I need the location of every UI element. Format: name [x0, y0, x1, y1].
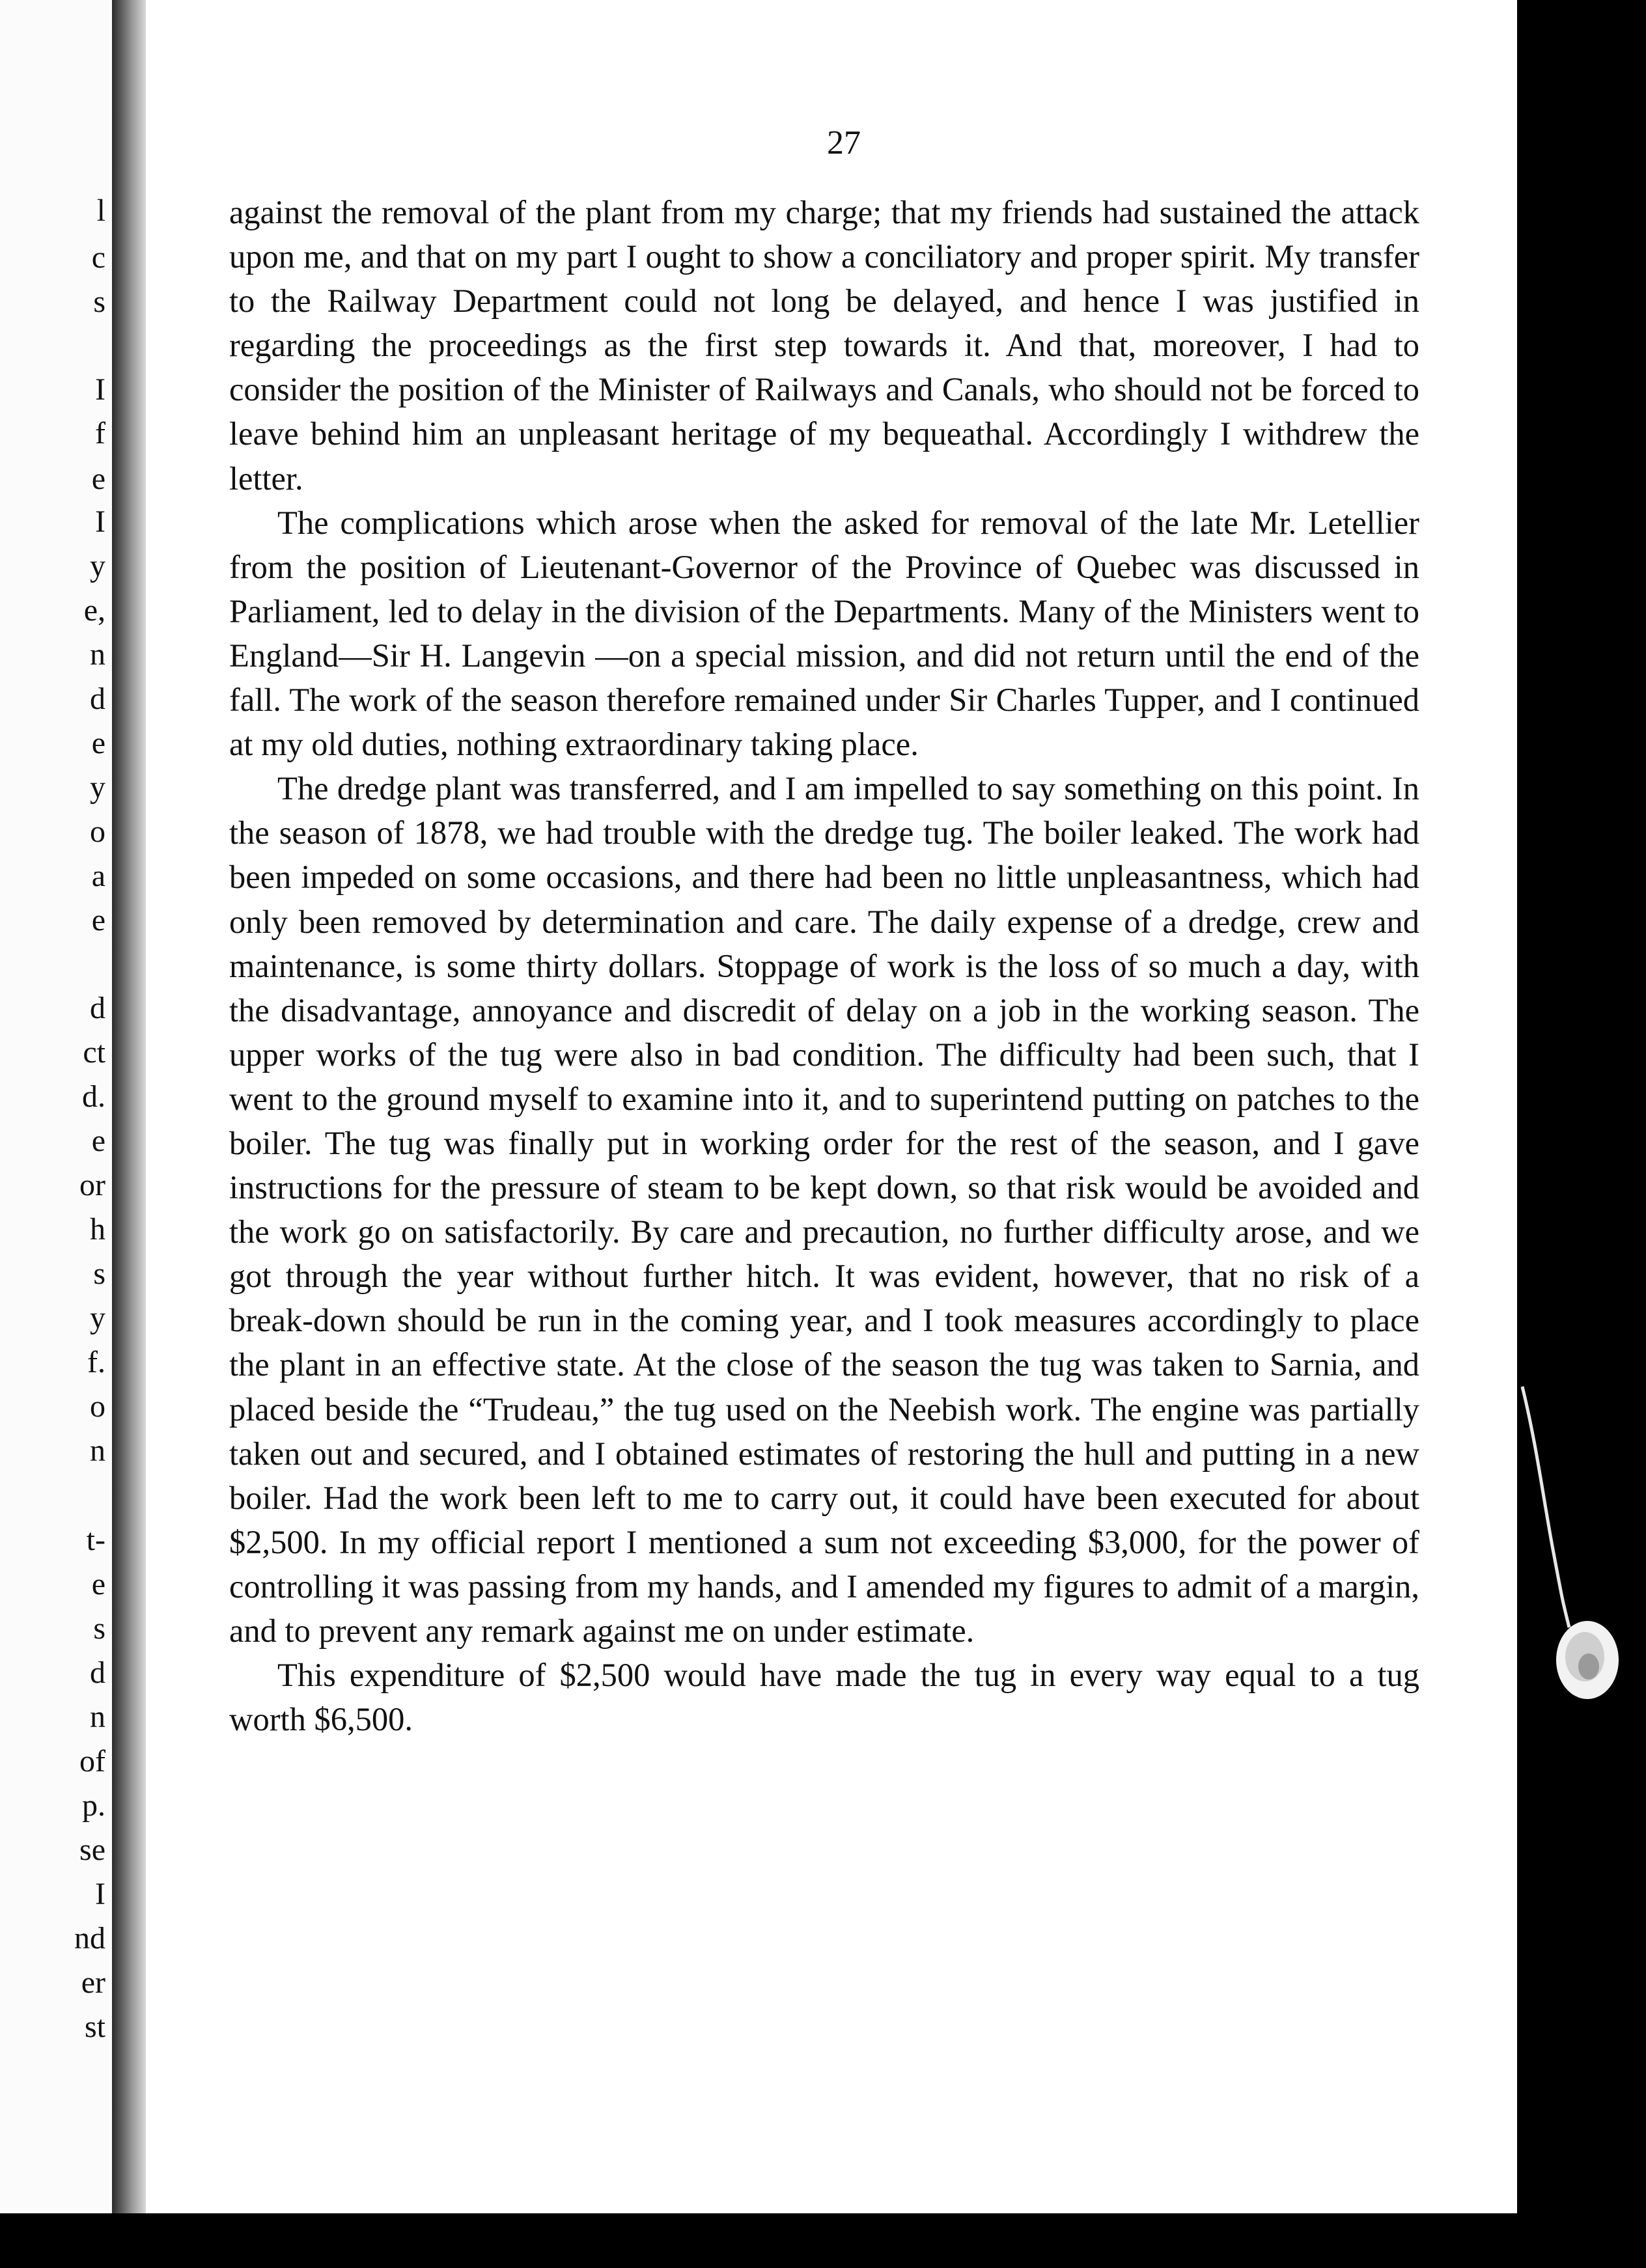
facing-page-fragment: o	[90, 814, 105, 849]
facing-page-fragment: st	[84, 2010, 105, 2044]
facing-page-fragment: s	[93, 1256, 105, 1291]
facing-page-fragment: nd	[74, 1921, 105, 1956]
facing-page-fragment: p.	[82, 1788, 105, 1823]
facing-page-fragment: h	[90, 1212, 105, 1247]
facing-page-fragment: I	[95, 372, 105, 407]
bottom-background	[0, 2213, 1646, 2265]
paragraph: This expenditure of $2,500 would have made the tug in every way equal to a tug worth $6,500.	[229, 1657, 1419, 1738]
book-page	[146, 0, 1518, 2213]
page-number: 27	[827, 124, 861, 161]
binding-string	[1522, 1387, 1569, 1627]
facing-page-fragment: I	[95, 505, 105, 539]
facing-page-fragment: o	[90, 1389, 105, 1424]
facing-page-fragment: e,	[83, 593, 105, 628]
facing-page-fragment: n	[90, 1700, 105, 1734]
facing-page-fragment: e	[91, 726, 105, 760]
facing-page-fragment: n	[90, 1433, 105, 1468]
facing-page-fragment: f.	[87, 1345, 105, 1379]
facing-page-fragment: d	[90, 1655, 105, 1690]
facing-page-fragment: s	[93, 284, 105, 319]
facing-page-fragment: y	[90, 549, 105, 583]
facing-page-fragment: f	[95, 416, 105, 450]
paragraph: The complications which arose when the asked for removal of the late Mr. Letellier from the position of Lieutenant-Governor of the Province of Quebec was discussed in Parliament, led to delay in the division of the Departments. Many of the Ministers went to England—Sir H. Langevin —on a special mission, and did not return until the end of the fall. The work of the season therefore remained under Sir Charles Tupper, and I continued at my old duties, nothing extraordinary taking place.	[229, 504, 1419, 763]
facing-page-fragment: t-	[86, 1523, 105, 1557]
facing-page-fragment: y	[90, 770, 105, 805]
facing-page-fragment: n	[90, 637, 105, 672]
facing-page-fragment: e	[91, 903, 105, 937]
facing-page-fragment: or	[79, 1168, 105, 1202]
paragraph: against the removal of the plant from my charge; that my friends had sustained the attack upon me, and that on my part I ought to show a conciliatory and proper spirit. My transfer to the Railway Department could not long be delayed, and hence I was justified in regarding the proceedings as the first step towards it. And that, moreover, I had to consider the position of the Minister of Railways and Canals, who should not be forced to leave behind him an unpleasant heritage of my bequeathal. Accordingly I withdrew the letter.	[229, 194, 1419, 497]
paragraph: The dredge plant was transferred, and I am impelled to say something on this point. In the season of 1878, we had trouble with the dredge tug. The boiler leaked. The work had been impeded on some occasions, and there had been no little unpleasantness, which had only been removed by determination and care. The daily expense of a dredge, crew and maintenance, is some thirty dollars. Stoppage of work is the loss of so much a day, with the disadvantage, annoyance and discredit of delay on a job in the working season. The upper works of the tug were also in bad condition. The difficulty had been such, that I went to the ground myself to examine into it, and to superintend putting on patches to the boiler. The tug was finally put in working order for the rest of the season, and I gave instructions for the pressure of steam to be kept down, so that risk would be avoided and the work go on satisfactorily. By care and precaution, no further difficulty arose, and we got through the year without further hitch. It was evident, however, that no risk of a break-down should be run in the coming year, and I took measures accordingly to place the plant in an effective state. At the close of the season the tug was taken to Sarnia, and placed beside the “Trudeau,” the tug used on the Neebish work. The engine was partially taken out and secured, and I obtained estimates of restoring the hull and putting in a new boiler. Had the work been left to me to carry out, it could have been executed for about $2,500. In my official report I mentioned a sum not exceeding $3,000, for the power of controlling it was passing from my hands, and I amended my figures to admit of a margin, and to prevent any remark against me on under estimate.	[229, 770, 1419, 1649]
body-text	[229, 190, 1419, 1741]
facing-page-fragment: e	[91, 462, 105, 496]
facing-page-fragment: er	[81, 1965, 105, 2000]
facing-page-strip	[0, 0, 112, 2265]
wax-seal	[1556, 1621, 1619, 1699]
facing-page-fragment: a	[91, 859, 105, 893]
facing-page-fragment: se	[79, 1832, 105, 1867]
facing-page-fragment: c	[91, 240, 105, 275]
facing-page-fragment: d	[90, 682, 105, 716]
facing-page-fragment: d	[90, 991, 105, 1025]
page-edge-background	[1517, 0, 1646, 2265]
facing-page-fragment: I	[95, 1877, 105, 1911]
facing-page-fragment: ct	[83, 1035, 105, 1070]
facing-page-fragment: e	[91, 1124, 105, 1158]
facing-page-fragment: l	[96, 193, 105, 228]
facing-page-fragment: s	[93, 1611, 105, 1646]
facing-page-fragment: d.	[82, 1079, 105, 1114]
facing-page-fragment: e	[91, 1567, 105, 1601]
book-gutter	[112, 0, 146, 2265]
binding-string-image	[1517, 0, 1646, 2265]
facing-page-fragment: y	[90, 1301, 105, 1335]
facing-page-fragment: of	[79, 1744, 105, 1778]
